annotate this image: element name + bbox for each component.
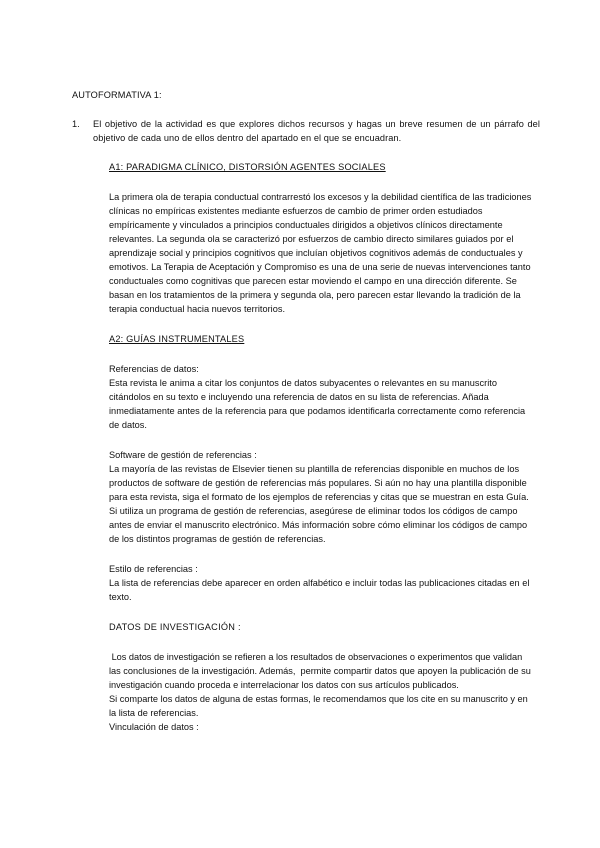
a2-heading: A2: GUÍAS INSTRUMENTALES — [109, 334, 245, 344]
section-text: La lista de referencias debe aparecer en orden alfabético e incluir todas las publicaciones citadas en el texto. — [109, 578, 530, 602]
section-text: Esta revista le anima a citar los conjuntos de datos subyacentes o relevantes en su manuscrito citándolos en su texto e incluyendo una referencia de datos en su lista de referencias. Añada inmediatamente antes de la referencia para que podamos identificarla correctamente como referencia de datos. — [109, 378, 526, 430]
a2-section-estilo-referencias — [109, 562, 532, 604]
a2-section-referencias-datos — [109, 362, 532, 432]
section-label: Estilo de referencias : — [109, 564, 198, 574]
section-label: Software de gestión de referencias : — [109, 450, 257, 460]
datos-label: Vinculación de datos : — [109, 722, 199, 732]
datos-section — [109, 650, 532, 734]
list-number: 1. — [72, 119, 80, 129]
document-title: AUTOFORMATIVA 1: — [72, 90, 162, 100]
datos-paragraph-2: Si comparte los datos de alguna de estas formas, le recomendamos que los cite en su manuscrito y en la lista de referencias. — [109, 694, 528, 718]
a2-section-software-gestion — [109, 448, 532, 546]
content-block — [109, 160, 532, 734]
list-item-1 — [72, 117, 540, 145]
section-text: La mayoría de las revistas de Elsevier tienen su plantilla de referencias disponible en muchos de los productos de software de gestión de referencias más populares. Si aún no hay una plantilla disponible para esta revista, siga el formato de los ejemplos de referencias y citas que se muestran en esta Guía. Si utiliza un programa de gestión de referencias, asegúrese de eliminar todos los códigos de campo antes de enviar el manuscrito electrónico. Más información sobre cómo eliminar los códigos de campo de los distintos programas de gestión de referencias. — [109, 464, 529, 544]
a1-paragraph: La primera ola de terapia conductual contrarrestó los excesos y la debilidad científica de las tradiciones clínicas no empíricas existentes mediante esfuerzos de cambio de primer orden estudiados empíricamente y vinculados a principios conductuales dirigidos a objetivos clínicos directamente relevantes. La segunda ola se caracterizó por esfuerzos de cambio directo similares guiados por el aprendizaje social y principios cognitivos que incluían objetivos cognitivos además de conductuales y emotivos. La Terapia de Aceptación y Compromiso es una de una serie de nuevas intervenciones tanto conductuales como cognitivas que parecen estar moviendo el campo en una dirección diferente. Se basan en los tratamientos de la primera y segunda ola, pero parecen estar llevando la tradición de la terapia conductual hacia nuevos territorios. — [109, 192, 532, 314]
datos-paragraph-1: Los datos de investigación se refieren a los resultados de observaciones o experimentos que validan las conclusiones de la investigación. Además, permite compartir datos que apoyen la publicación de su investigación cuando proceda e interrelacionar los datos con sus artículos publicados. — [109, 652, 534, 690]
list-item-text: El objetivo de la actividad es que explores dichos recursos y hagas un breve resumen de un párrafo del objetivo de cada uno de ellos dentro del apartado en el que se encuadran. — [93, 119, 540, 143]
a1-heading: A1: PARADIGMA CLÍNICO, DISTORSIÓN AGENTES SOCIALES — [109, 162, 386, 172]
section-label: Referencias de datos: — [109, 364, 199, 374]
datos-heading: DATOS DE INVESTIGACIÓN : — [109, 622, 241, 632]
